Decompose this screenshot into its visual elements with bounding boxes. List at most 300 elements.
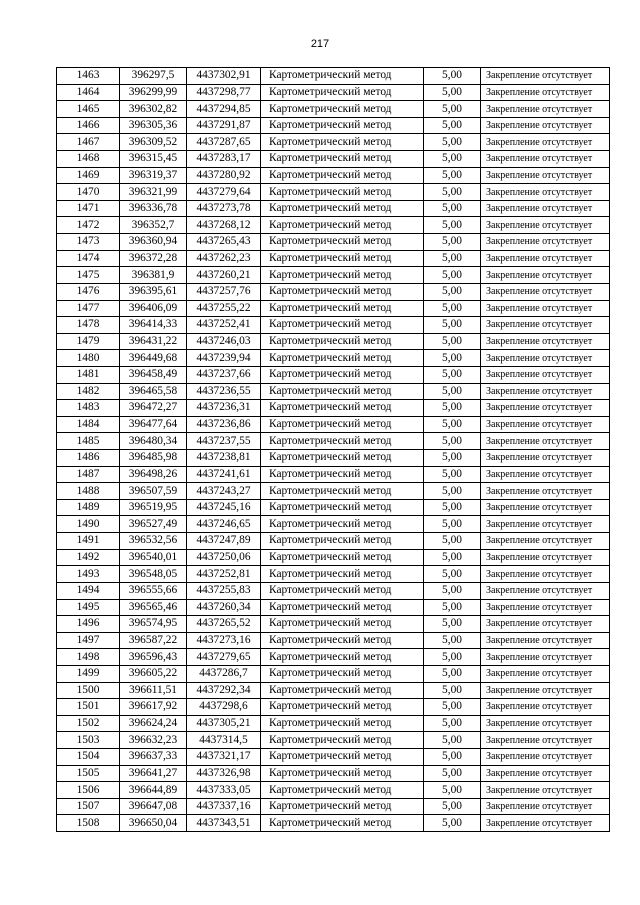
x-coordinate-cell: 396507,59	[120, 483, 187, 500]
point-number-cell: 1464	[57, 84, 120, 101]
table-row	[57, 748, 610, 765]
fixation-cell: Закрепление отсутствует	[481, 582, 610, 599]
point-number-cell: 1491	[57, 533, 120, 550]
fixation-cell: Закрепление отсутствует	[481, 383, 610, 400]
fixation-cell: Закрепление отсутствует	[481, 516, 610, 533]
x-coordinate-cell: 396637,33	[120, 748, 187, 765]
method-cell: Картометрический метод	[261, 549, 424, 566]
method-cell: Картометрический метод	[261, 400, 424, 417]
point-number-cell: 1473	[57, 234, 120, 251]
accuracy-cell: 5,00	[424, 117, 481, 134]
table-row	[57, 267, 610, 284]
fixation-cell: Закрепление отсутствует	[481, 732, 610, 749]
table-row	[57, 616, 610, 633]
fixation-cell: Закрепление отсутствует	[481, 566, 610, 583]
x-coordinate-cell: 396540,01	[120, 549, 187, 566]
method-cell: Картометрический метод	[261, 450, 424, 467]
method-cell: Картометрический метод	[261, 798, 424, 815]
fixation-cell: Закрепление отсутствует	[481, 134, 610, 151]
accuracy-cell: 5,00	[424, 798, 481, 815]
x-coordinate-cell: 396395,61	[120, 283, 187, 300]
x-coordinate-cell: 396532,56	[120, 533, 187, 550]
x-coordinate-cell: 396519,95	[120, 499, 187, 516]
accuracy-cell: 5,00	[424, 450, 481, 467]
accuracy-cell: 5,00	[424, 134, 481, 151]
y-coordinate-cell: 4437237,66	[187, 366, 261, 383]
fixation-cell: Закрепление отсутствует	[481, 151, 610, 168]
table-row	[57, 68, 610, 85]
table-row	[57, 782, 610, 799]
method-cell: Картометрический метод	[261, 699, 424, 716]
accuracy-cell: 5,00	[424, 101, 481, 118]
y-coordinate-cell: 4437255,22	[187, 300, 261, 317]
point-number-cell: 1503	[57, 732, 120, 749]
point-number-cell: 1495	[57, 599, 120, 616]
accuracy-cell: 5,00	[424, 632, 481, 649]
accuracy-cell: 5,00	[424, 68, 481, 85]
method-cell: Картометрический метод	[261, 433, 424, 450]
x-coordinate-cell: 396485,98	[120, 450, 187, 467]
y-coordinate-cell: 4437302,91	[187, 68, 261, 85]
y-coordinate-cell: 4437298,6	[187, 699, 261, 716]
fixation-cell: Закрепление отсутствует	[481, 499, 610, 516]
y-coordinate-cell: 4437343,51	[187, 815, 261, 832]
x-coordinate-cell: 396565,46	[120, 599, 187, 616]
accuracy-cell: 5,00	[424, 516, 481, 533]
table-row	[57, 200, 610, 217]
method-cell: Картометрический метод	[261, 333, 424, 350]
accuracy-cell: 5,00	[424, 649, 481, 666]
table-row	[57, 167, 610, 184]
point-number-cell: 1465	[57, 101, 120, 118]
y-coordinate-cell: 4437273,78	[187, 200, 261, 217]
accuracy-cell: 5,00	[424, 748, 481, 765]
fixation-cell: Закрепление отсутствует	[481, 533, 610, 550]
y-coordinate-cell: 4437321,17	[187, 748, 261, 765]
method-cell: Картометрический метод	[261, 765, 424, 782]
table-row	[57, 450, 610, 467]
x-coordinate-cell: 396650,04	[120, 815, 187, 832]
accuracy-cell: 5,00	[424, 383, 481, 400]
x-coordinate-cell: 396641,27	[120, 765, 187, 782]
x-coordinate-cell: 396458,49	[120, 366, 187, 383]
table-row	[57, 300, 610, 317]
y-coordinate-cell: 4437273,16	[187, 632, 261, 649]
point-number-cell: 1506	[57, 782, 120, 799]
method-cell: Картометрический метод	[261, 599, 424, 616]
y-coordinate-cell: 4437241,61	[187, 466, 261, 483]
point-number-cell: 1489	[57, 499, 120, 516]
point-number-cell: 1496	[57, 616, 120, 633]
fixation-cell: Закрепление отсутствует	[481, 815, 610, 832]
x-coordinate-cell: 396381,9	[120, 267, 187, 284]
method-cell: Картометрический метод	[261, 217, 424, 234]
x-coordinate-cell: 396360,94	[120, 234, 187, 251]
y-coordinate-cell: 4437291,87	[187, 117, 261, 134]
point-number-cell: 1494	[57, 582, 120, 599]
accuracy-cell: 5,00	[424, 283, 481, 300]
point-number-cell: 1477	[57, 300, 120, 317]
y-coordinate-cell: 4437326,98	[187, 765, 261, 782]
accuracy-cell: 5,00	[424, 416, 481, 433]
fixation-cell: Закрепление отсутствует	[481, 599, 610, 616]
y-coordinate-cell: 4437279,64	[187, 184, 261, 201]
x-coordinate-cell: 396617,92	[120, 699, 187, 716]
accuracy-cell: 5,00	[424, 815, 481, 832]
table-row	[57, 433, 610, 450]
x-coordinate-cell: 396449,68	[120, 350, 187, 367]
accuracy-cell: 5,00	[424, 616, 481, 633]
fixation-cell: Закрепление отсутствует	[481, 68, 610, 85]
x-coordinate-cell: 396372,28	[120, 250, 187, 267]
coordinates-table-body	[57, 68, 610, 832]
accuracy-cell: 5,00	[424, 682, 481, 699]
table-row	[57, 533, 610, 550]
x-coordinate-cell: 396611,51	[120, 682, 187, 699]
fixation-cell: Закрепление отсутствует	[481, 317, 610, 334]
fixation-cell: Закрепление отсутствует	[481, 333, 610, 350]
method-cell: Картометрический метод	[261, 200, 424, 217]
accuracy-cell: 5,00	[424, 250, 481, 267]
table-row	[57, 516, 610, 533]
accuracy-cell: 5,00	[424, 499, 481, 516]
y-coordinate-cell: 4437243,27	[187, 483, 261, 500]
table-row	[57, 765, 610, 782]
x-coordinate-cell: 396309,52	[120, 134, 187, 151]
x-coordinate-cell: 396587,22	[120, 632, 187, 649]
fixation-cell: Закрепление отсутствует	[481, 217, 610, 234]
accuracy-cell: 5,00	[424, 582, 481, 599]
method-cell: Картометрический метод	[261, 134, 424, 151]
fixation-cell: Закрепление отсутствует	[481, 350, 610, 367]
accuracy-cell: 5,00	[424, 151, 481, 168]
accuracy-cell: 5,00	[424, 167, 481, 184]
x-coordinate-cell: 396644,89	[120, 782, 187, 799]
x-coordinate-cell: 396498,26	[120, 466, 187, 483]
x-coordinate-cell: 396299,99	[120, 84, 187, 101]
y-coordinate-cell: 4437286,7	[187, 665, 261, 682]
point-number-cell: 1478	[57, 317, 120, 334]
point-number-cell: 1474	[57, 250, 120, 267]
fixation-cell: Закрепление отсутствует	[481, 715, 610, 732]
table-row	[57, 350, 610, 367]
table-row	[57, 151, 610, 168]
method-cell: Картометрический метод	[261, 665, 424, 682]
point-number-cell: 1484	[57, 416, 120, 433]
method-cell: Картометрический метод	[261, 582, 424, 599]
table-row	[57, 566, 610, 583]
x-coordinate-cell: 396302,82	[120, 101, 187, 118]
y-coordinate-cell: 4437265,43	[187, 234, 261, 251]
method-cell: Картометрический метод	[261, 566, 424, 583]
y-coordinate-cell: 4437246,65	[187, 516, 261, 533]
accuracy-cell: 5,00	[424, 366, 481, 383]
fixation-cell: Закрепление отсутствует	[481, 483, 610, 500]
method-cell: Картометрический метод	[261, 732, 424, 749]
accuracy-cell: 5,00	[424, 333, 481, 350]
x-coordinate-cell: 396632,23	[120, 732, 187, 749]
fixation-cell: Закрепление отсутствует	[481, 433, 610, 450]
accuracy-cell: 5,00	[424, 184, 481, 201]
y-coordinate-cell: 4437298,77	[187, 84, 261, 101]
point-number-cell: 1507	[57, 798, 120, 815]
page-number: 217	[310, 38, 330, 50]
y-coordinate-cell: 4437333,05	[187, 782, 261, 799]
point-number-cell: 1504	[57, 748, 120, 765]
fixation-cell: Закрепление отсутствует	[481, 200, 610, 217]
accuracy-cell: 5,00	[424, 217, 481, 234]
x-coordinate-cell: 396406,09	[120, 300, 187, 317]
accuracy-cell: 5,00	[424, 699, 481, 716]
table-row	[57, 317, 610, 334]
point-number-cell: 1500	[57, 682, 120, 699]
y-coordinate-cell: 4437305,21	[187, 715, 261, 732]
table-row	[57, 283, 610, 300]
method-cell: Картометрический метод	[261, 366, 424, 383]
x-coordinate-cell: 396319,37	[120, 167, 187, 184]
accuracy-cell: 5,00	[424, 200, 481, 217]
fixation-cell: Закрепление отсутствует	[481, 616, 610, 633]
table-row	[57, 84, 610, 101]
accuracy-cell: 5,00	[424, 84, 481, 101]
y-coordinate-cell: 4437250,06	[187, 549, 261, 566]
y-coordinate-cell: 4437292,34	[187, 682, 261, 699]
table-row	[57, 632, 610, 649]
accuracy-cell: 5,00	[424, 234, 481, 251]
method-cell: Картометрический метод	[261, 267, 424, 284]
point-number-cell: 1486	[57, 450, 120, 467]
y-coordinate-cell: 4437294,85	[187, 101, 261, 118]
accuracy-cell: 5,00	[424, 599, 481, 616]
accuracy-cell: 5,00	[424, 665, 481, 682]
y-coordinate-cell: 4437252,81	[187, 566, 261, 583]
point-number-cell: 1488	[57, 483, 120, 500]
fixation-cell: Закрепление отсутствует	[481, 101, 610, 118]
point-number-cell: 1479	[57, 333, 120, 350]
table-row	[57, 466, 610, 483]
fixation-cell: Закрепление отсутствует	[481, 748, 610, 765]
accuracy-cell: 5,00	[424, 433, 481, 450]
fixation-cell: Закрепление отсутствует	[481, 167, 610, 184]
fixation-cell: Закрепление отсутствует	[481, 416, 610, 433]
fixation-cell: Закрепление отсутствует	[481, 782, 610, 799]
table-row	[57, 665, 610, 682]
y-coordinate-cell: 4437257,76	[187, 283, 261, 300]
table-row	[57, 483, 610, 500]
fixation-cell: Закрепление отсутствует	[481, 466, 610, 483]
point-number-cell: 1475	[57, 267, 120, 284]
fixation-cell: Закрепление отсутствует	[481, 267, 610, 284]
coordinates-table	[56, 67, 610, 832]
method-cell: Картометрический метод	[261, 68, 424, 85]
x-coordinate-cell: 396480,34	[120, 433, 187, 450]
fixation-cell: Закрепление отсутствует	[481, 549, 610, 566]
point-number-cell: 1501	[57, 699, 120, 716]
method-cell: Картометрический метод	[261, 483, 424, 500]
method-cell: Картометрический метод	[261, 101, 424, 118]
fixation-cell: Закрепление отсутствует	[481, 366, 610, 383]
point-number-cell: 1476	[57, 283, 120, 300]
y-coordinate-cell: 4437255,83	[187, 582, 261, 599]
method-cell: Картометрический метод	[261, 682, 424, 699]
fixation-cell: Закрепление отсутствует	[481, 283, 610, 300]
y-coordinate-cell: 4437283,17	[187, 151, 261, 168]
fixation-cell: Закрепление отсутствует	[481, 665, 610, 682]
y-coordinate-cell: 4437265,52	[187, 616, 261, 633]
fixation-cell: Закрепление отсутствует	[481, 632, 610, 649]
accuracy-cell: 5,00	[424, 566, 481, 583]
table-row	[57, 649, 610, 666]
point-number-cell: 1463	[57, 68, 120, 85]
point-number-cell: 1497	[57, 632, 120, 649]
y-coordinate-cell: 4437247,89	[187, 533, 261, 550]
x-coordinate-cell: 396321,99	[120, 184, 187, 201]
method-cell: Картометрический метод	[261, 516, 424, 533]
point-number-cell: 1468	[57, 151, 120, 168]
x-coordinate-cell: 396431,22	[120, 333, 187, 350]
x-coordinate-cell: 396596,43	[120, 649, 187, 666]
method-cell: Картометрический метод	[261, 151, 424, 168]
y-coordinate-cell: 4437252,41	[187, 317, 261, 334]
x-coordinate-cell: 396352,7	[120, 217, 187, 234]
table-row	[57, 582, 610, 599]
accuracy-cell: 5,00	[424, 466, 481, 483]
method-cell: Картометрический метод	[261, 250, 424, 267]
method-cell: Картометрический метод	[261, 782, 424, 799]
fixation-cell: Закрепление отсутствует	[481, 699, 610, 716]
x-coordinate-cell: 396548,05	[120, 566, 187, 583]
x-coordinate-cell: 396555,66	[120, 582, 187, 599]
accuracy-cell: 5,00	[424, 267, 481, 284]
accuracy-cell: 5,00	[424, 765, 481, 782]
table-row	[57, 682, 610, 699]
x-coordinate-cell: 396297,5	[120, 68, 187, 85]
y-coordinate-cell: 4437260,34	[187, 599, 261, 616]
table-row	[57, 250, 610, 267]
fixation-cell: Закрепление отсутствует	[481, 450, 610, 467]
method-cell: Картометрический метод	[261, 383, 424, 400]
point-number-cell: 1487	[57, 466, 120, 483]
table-row	[57, 549, 610, 566]
method-cell: Картометрический метод	[261, 234, 424, 251]
table-row	[57, 599, 610, 616]
point-number-cell: 1470	[57, 184, 120, 201]
x-coordinate-cell: 396574,95	[120, 616, 187, 633]
table-row	[57, 798, 610, 815]
point-number-cell: 1492	[57, 549, 120, 566]
point-number-cell: 1508	[57, 815, 120, 832]
table-row	[57, 699, 610, 716]
point-number-cell: 1481	[57, 366, 120, 383]
x-coordinate-cell: 396477,64	[120, 416, 187, 433]
accuracy-cell: 5,00	[424, 533, 481, 550]
x-coordinate-cell: 396605,22	[120, 665, 187, 682]
point-number-cell: 1482	[57, 383, 120, 400]
y-coordinate-cell: 4437238,81	[187, 450, 261, 467]
x-coordinate-cell: 396527,49	[120, 516, 187, 533]
point-number-cell: 1469	[57, 167, 120, 184]
x-coordinate-cell: 396647,08	[120, 798, 187, 815]
x-coordinate-cell: 396315,45	[120, 151, 187, 168]
x-coordinate-cell: 396336,78	[120, 200, 187, 217]
table-row	[57, 400, 610, 417]
y-coordinate-cell: 4437260,21	[187, 267, 261, 284]
fixation-cell: Закрепление отсутствует	[481, 117, 610, 134]
table-row	[57, 499, 610, 516]
table-row	[57, 416, 610, 433]
point-number-cell: 1498	[57, 649, 120, 666]
accuracy-cell: 5,00	[424, 732, 481, 749]
table-row	[57, 366, 610, 383]
table-row	[57, 184, 610, 201]
point-number-cell: 1485	[57, 433, 120, 450]
method-cell: Картометрический метод	[261, 499, 424, 516]
method-cell: Картометрический метод	[261, 416, 424, 433]
point-number-cell: 1493	[57, 566, 120, 583]
point-number-cell: 1499	[57, 665, 120, 682]
y-coordinate-cell: 4437236,86	[187, 416, 261, 433]
x-coordinate-cell: 396414,33	[120, 317, 187, 334]
fixation-cell: Закрепление отсутствует	[481, 234, 610, 251]
table-row	[57, 815, 610, 832]
method-cell: Картометрический метод	[261, 466, 424, 483]
fixation-cell: Закрепление отсутствует	[481, 798, 610, 815]
method-cell: Картометрический метод	[261, 649, 424, 666]
accuracy-cell: 5,00	[424, 400, 481, 417]
point-number-cell: 1490	[57, 516, 120, 533]
method-cell: Картометрический метод	[261, 748, 424, 765]
point-number-cell: 1502	[57, 715, 120, 732]
method-cell: Картометрический метод	[261, 117, 424, 134]
x-coordinate-cell: 396624,24	[120, 715, 187, 732]
accuracy-cell: 5,00	[424, 549, 481, 566]
method-cell: Картометрический метод	[261, 632, 424, 649]
y-coordinate-cell: 4437246,03	[187, 333, 261, 350]
fixation-cell: Закрепление отсутствует	[481, 250, 610, 267]
table-row	[57, 134, 610, 151]
fixation-cell: Закрепление отсутствует	[481, 682, 610, 699]
y-coordinate-cell: 4437268,12	[187, 217, 261, 234]
accuracy-cell: 5,00	[424, 317, 481, 334]
x-coordinate-cell: 396472,27	[120, 400, 187, 417]
y-coordinate-cell: 4437280,92	[187, 167, 261, 184]
table-row	[57, 715, 610, 732]
point-number-cell: 1466	[57, 117, 120, 134]
y-coordinate-cell: 4437314,5	[187, 732, 261, 749]
y-coordinate-cell: 4437287,65	[187, 134, 261, 151]
table-row	[57, 101, 610, 118]
fixation-cell: Закрепление отсутствует	[481, 649, 610, 666]
table-row	[57, 117, 610, 134]
y-coordinate-cell: 4437236,31	[187, 400, 261, 417]
point-number-cell: 1505	[57, 765, 120, 782]
accuracy-cell: 5,00	[424, 715, 481, 732]
fixation-cell: Закрепление отсутствует	[481, 400, 610, 417]
accuracy-cell: 5,00	[424, 782, 481, 799]
y-coordinate-cell: 4437236,55	[187, 383, 261, 400]
fixation-cell: Закрепление отсутствует	[481, 765, 610, 782]
method-cell: Картометрический метод	[261, 167, 424, 184]
table-row	[57, 383, 610, 400]
y-coordinate-cell: 4437337,16	[187, 798, 261, 815]
method-cell: Картометрический метод	[261, 317, 424, 334]
method-cell: Картометрический метод	[261, 84, 424, 101]
point-number-cell: 1480	[57, 350, 120, 367]
point-number-cell: 1471	[57, 200, 120, 217]
accuracy-cell: 5,00	[424, 350, 481, 367]
y-coordinate-cell: 4437279,65	[187, 649, 261, 666]
table-row	[57, 217, 610, 234]
